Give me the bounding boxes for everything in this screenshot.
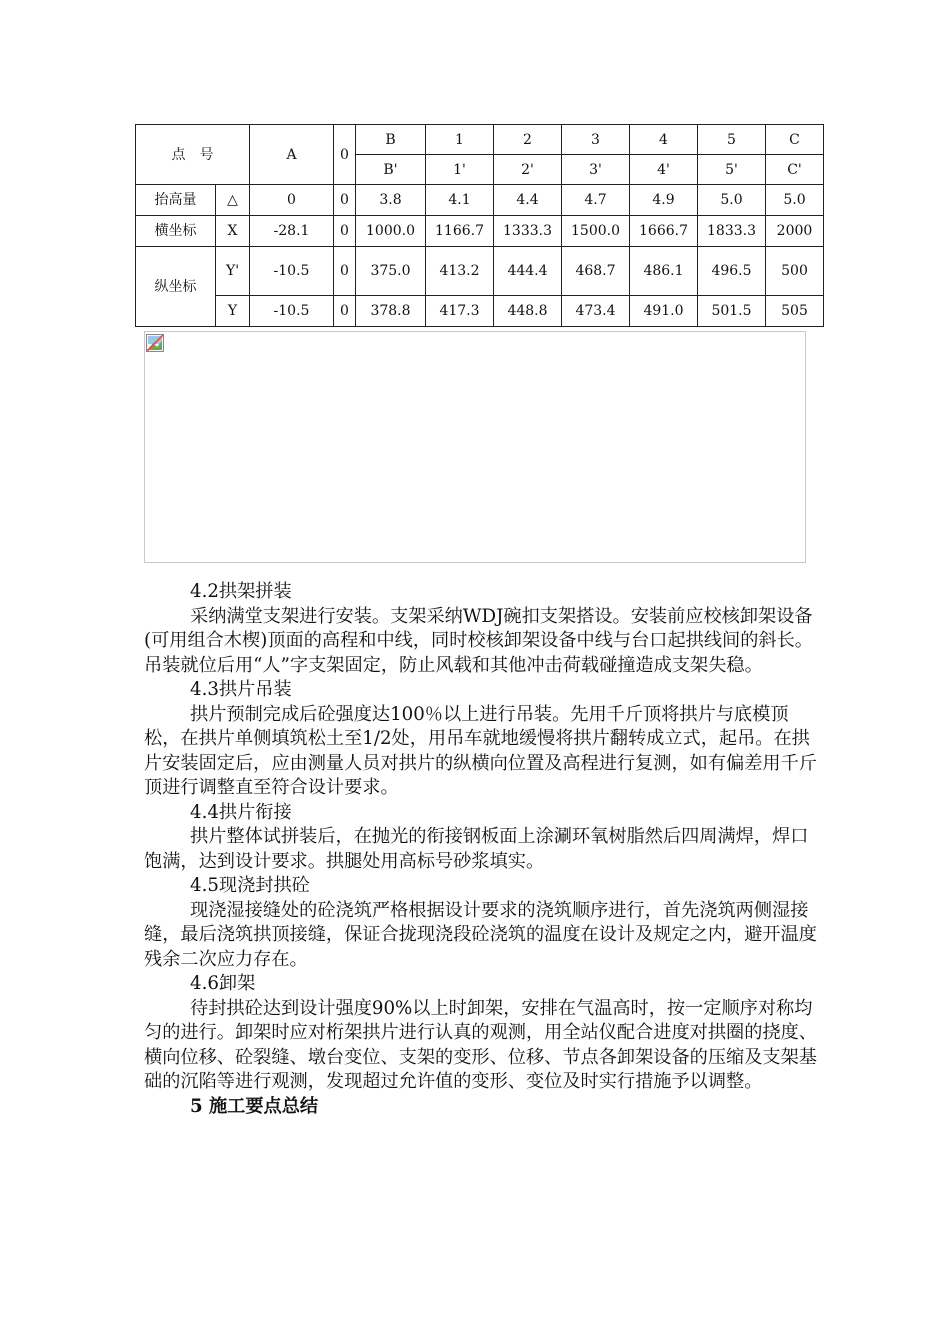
point-prime-b: B' [356, 155, 426, 185]
section-paragraph: 采纳满堂支架进行安装。支架采纳WDJ碗扣支架搭设。安装前应校核卸架设备(可用组合木楔)顶面的高程和中线，同时校核卸架设备中线与台口起拱线间的斜长。吊装就位后用“人”字支架固定，防止风载和其他冲击荷载碰撞造成支架失稳。 [144, 605, 813, 676]
section-paragraph: 现浇湿接缝处的砼浇筑严格根据设计要求的浇筑顺序进行，首先浇筑两侧湿接缝，最后浇筑拱顶接缝，保证合拢现浇段砼浇筑的温度在设计及规定之内，避开温度残余二次应力存在。 [144, 899, 817, 970]
point-prime-c: C' [766, 155, 824, 185]
table-cell: 496.5 [698, 247, 766, 296]
table-cell: 486.1 [630, 247, 698, 296]
point-number-3: 3 [562, 125, 630, 155]
table-cell: 4.9 [630, 185, 698, 216]
chapter-heading: 5 施工要点总结 [190, 1095, 319, 1117]
point-number-1: 1 [426, 125, 494, 155]
table-cell: 0 [334, 247, 356, 296]
point-number-2: 2 [494, 125, 562, 155]
section-heading: 4.6卸架 [190, 973, 256, 994]
point-number-a: A [250, 125, 334, 185]
table-row-y [136, 296, 824, 327]
row-label: 纵坐标 [136, 247, 216, 327]
table-cell: 491.0 [630, 296, 698, 327]
table-cell: 413.2 [426, 247, 494, 296]
document-body [144, 580, 824, 1119]
table-cell: -28.1 [250, 216, 334, 247]
table-cell: 1000.0 [356, 216, 426, 247]
row-symbol: X [216, 216, 250, 247]
section-paragraph: 待封拱砼达到设计强度90%以上时卸架，安排在气温高时，按一定顺序对称均匀的进行。卸架时应对桁架拱片进行认真的观测，用全站仪配合进度对拱圈的挠度、横向位移、砼裂缝、墩台变位、支架的变形、位移、节点各卸架设备的压缩及支架基础的沉陷等进行观测，发现超过允许值的变形、变位及时实行措施予以调整。 [144, 997, 817, 1092]
table-cell: 468.7 [562, 247, 630, 296]
section-heading: 4.2拱架拼装 [190, 581, 292, 602]
point-number-5: 5 [698, 125, 766, 155]
table-cell: 4.4 [494, 185, 562, 216]
table-cell: 501.5 [698, 296, 766, 327]
table-cell: 473.4 [562, 296, 630, 327]
table-cell: 2000 [766, 216, 824, 247]
table-cell: 500 [766, 247, 824, 296]
section-paragraph: 拱片整体试拼装后，在抛光的衔接钢板面上涂涮环氧树脂然后四周满焊，焊口饱满，达到设计要求。拱腿处用高标号砂浆填实。 [144, 826, 809, 872]
table-cell: 4.1 [426, 185, 494, 216]
section-paragraph: 拱片预制完成后砼强度达100％以上进行吊装。先用千斤顶将拱片与底模顶松，在拱片单侧填筑松土至1/2处，用吊车就地缓慢将拱片翻转成立式，起吊。在拱片安装固定后，应由测量人员对拱片的纵横向位置及高程进行复测，如有偏差用千斤顶进行调整直至符合设计要求。 [144, 703, 817, 798]
table-cell: 375.0 [356, 247, 426, 296]
table-cell: 0 [334, 185, 356, 216]
table-row-lift [136, 185, 824, 216]
section-heading: 4.4拱片衔接 [190, 801, 292, 823]
table-cell: 378.8 [356, 296, 426, 327]
table-cell: 1166.7 [426, 216, 494, 247]
broken-image-icon [146, 334, 164, 352]
point-prime-4: 4' [630, 155, 698, 185]
row-symbol: Y' [216, 247, 250, 296]
table-cell: -10.5 [250, 296, 334, 327]
table-cell: 3.8 [356, 185, 426, 216]
table-cell: 505 [766, 296, 824, 327]
table-cell: 0 [250, 185, 334, 216]
point-prime-2: 2' [494, 155, 562, 185]
table-cell: 417.3 [426, 296, 494, 327]
row-symbol: △ [216, 185, 250, 216]
section-heading: 4.3拱片吊装 [190, 679, 292, 700]
table-cell: 0 [334, 296, 356, 327]
point-prime-1: 1' [426, 155, 494, 185]
section-heading: 4.5现浇封拱砼 [190, 875, 310, 896]
table-cell: 5.0 [766, 185, 824, 216]
point-prime-5: 5' [698, 155, 766, 185]
table-cell: 5.0 [698, 185, 766, 216]
table-cell: 444.4 [494, 247, 562, 296]
point-number-c: C [766, 125, 824, 155]
table-cell: 1666.7 [630, 216, 698, 247]
table-cell: 4.7 [562, 185, 630, 216]
table-cell: 1333.3 [494, 216, 562, 247]
row-label: 横坐标 [136, 216, 216, 247]
point-number-4: 4 [630, 125, 698, 155]
table-row-yprime [136, 247, 824, 296]
point-number-0: 0 [334, 125, 356, 185]
table-row-x [136, 216, 824, 247]
row-symbol: Y [216, 296, 250, 327]
coordinate-table [135, 124, 824, 327]
row-label: 抬高量 [136, 185, 216, 216]
table-cell: 1500.0 [562, 216, 630, 247]
table-cell: -10.5 [250, 247, 334, 296]
point-prime-3: 3' [562, 155, 630, 185]
point-label-cell: 点 号 [136, 125, 250, 185]
image-placeholder [144, 331, 806, 563]
table-cell: 0 [334, 216, 356, 247]
table-cell: 1833.3 [698, 216, 766, 247]
table-cell: 448.8 [494, 296, 562, 327]
point-number-b: B [356, 125, 426, 155]
